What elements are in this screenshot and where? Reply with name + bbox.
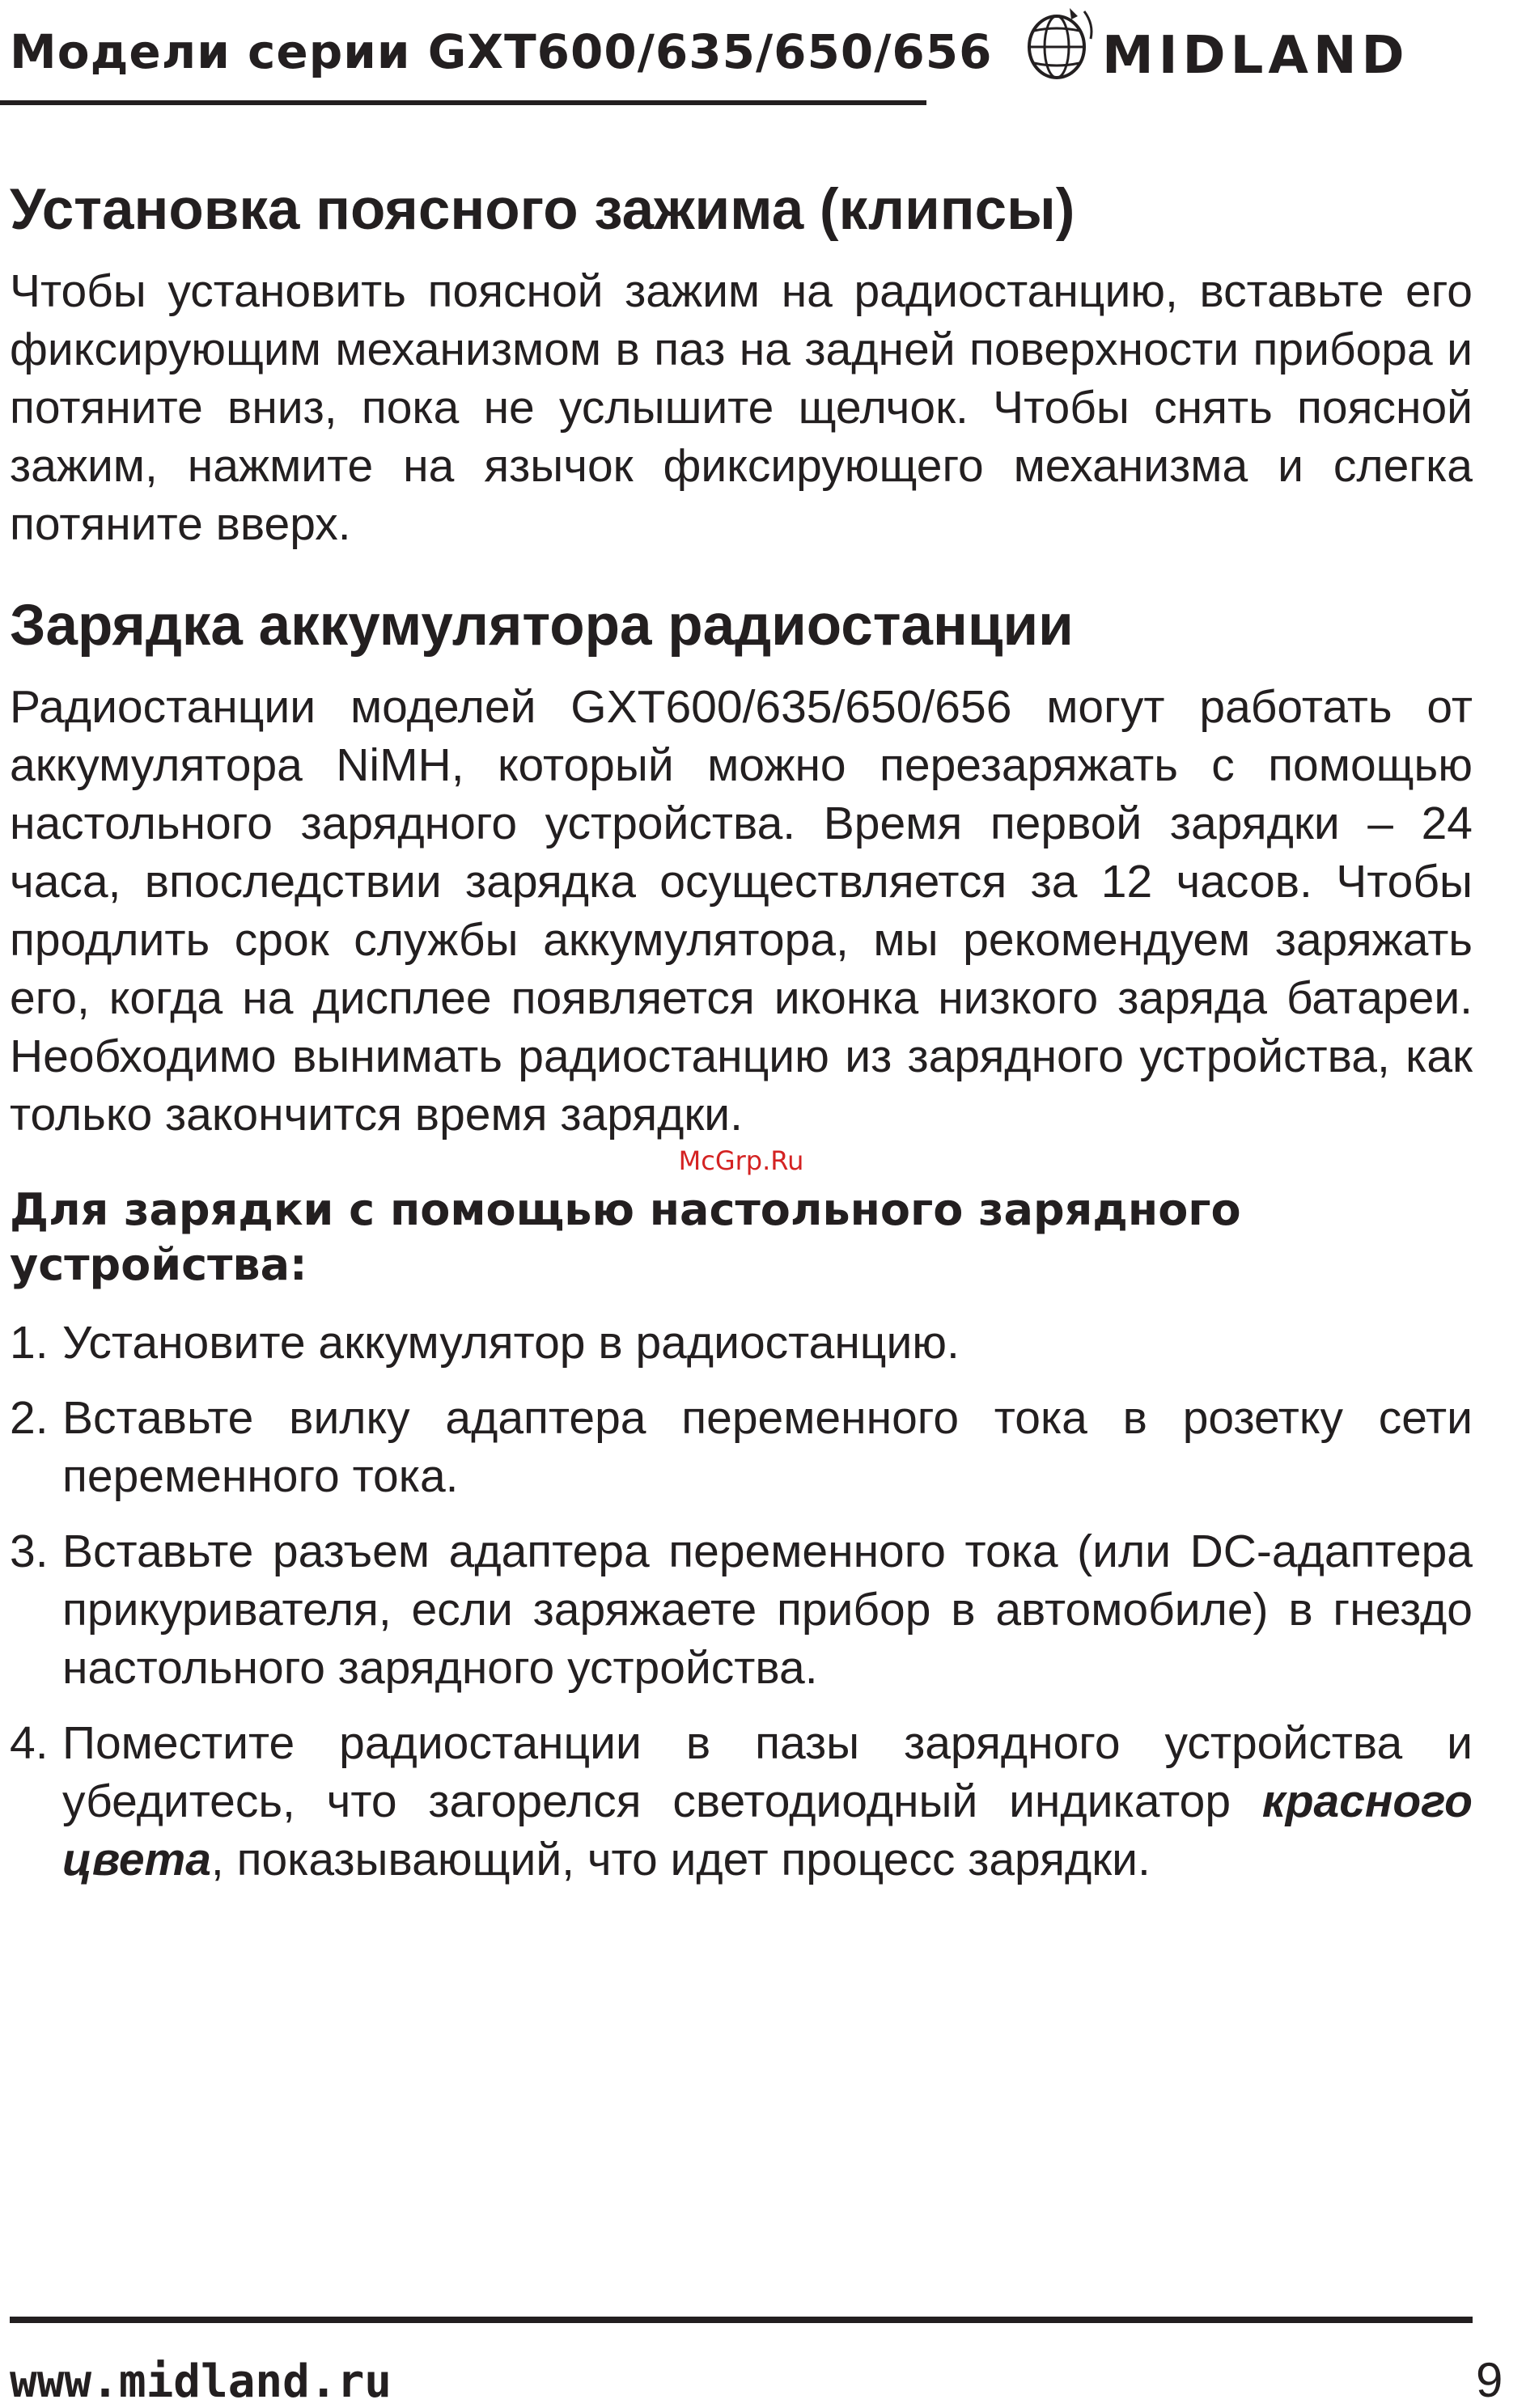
charging-body: Радиостанции моделей GXT600/635/650/656 могут работать от аккумулятора NiMH, который можно перезаряжать с помощью настольного зарядного устройства. Время первой зарядки – 24 часа, впоследствии зарядка осуществляется за 12 часов. Чтобы продлить срок службы аккумулятора, мы рекомендуем заряжать его, когда на дисплее появляется иконка низкого заряда батареи. Необходимо вынимать радиостанцию из зарядного устройства, как только закончится время зарядки.	[10, 681, 1473, 1141]
page-content	[10, 176, 1473, 1906]
step-text	[62, 1714, 1473, 1889]
charging-steps	[10, 1314, 1473, 1889]
step-item	[10, 1522, 1473, 1697]
step-number: 1.	[10, 1317, 49, 1369]
midland-logo	[1021, 3, 1474, 92]
header-rule	[0, 100, 926, 105]
clip-heading: Установка поясного зажима (клипсы)	[10, 178, 1075, 242]
page-number: 9	[1476, 2353, 1503, 2407]
footer-rule	[10, 2317, 1473, 2323]
step-item	[10, 1389, 1473, 1505]
step-text: Вставьте вилку адаптера переменного тока в розетку сети переменного тока.	[62, 1392, 1473, 1502]
clip-body: Чтобы установить поясной зажим на радиостанцию, вставьте его фиксирующим механизмом в паз на задней поверхности прибора и потяните вниз, пока не услышите щелчок. Чтобы снять поясной зажим, нажмите на язычок фиксирующего механизма и слегка потяните вверх.	[10, 265, 1473, 550]
logo-text: MIDLAND	[1102, 26, 1409, 86]
footer-url: www.midland.ru	[10, 2355, 392, 2408]
desktop-charging-heading: Для зарядки с помощью настольного зарядного устройства:	[10, 1184, 1241, 1290]
step-number: 3.	[10, 1526, 49, 1577]
step-text-emphasis: красного цвета	[62, 1775, 1473, 1885]
step-number: 4.	[10, 1717, 49, 1769]
charging-heading: Зарядка аккумулятора радиостанции	[10, 594, 1074, 658]
step-text: Установите аккумулятор в радиостанцию.	[62, 1317, 960, 1369]
step-item	[10, 1714, 1473, 1889]
step-text-after: , показывающий, что идет процесс зарядки.	[210, 1834, 1151, 1885]
globe-icon	[1021, 3, 1102, 87]
step-item	[10, 1314, 1473, 1372]
step-number: 2.	[10, 1392, 49, 1444]
header-title: Модели серии GXT600/635/650/656	[10, 24, 993, 79]
watermark: McGrp.Ru	[678, 1145, 804, 1176]
step-text: Вставьте разъем адаптера переменного тока (или DC-адаптера прикуривателя, если заряжаете прибор в автомобиле) в гнездо настольного зарядного устройства.	[62, 1526, 1473, 1694]
step-text-before: Поместите радиостанции в пазы зарядного устройства и убедитесь, что загорелся светодиодный индикатор	[62, 1717, 1473, 1827]
